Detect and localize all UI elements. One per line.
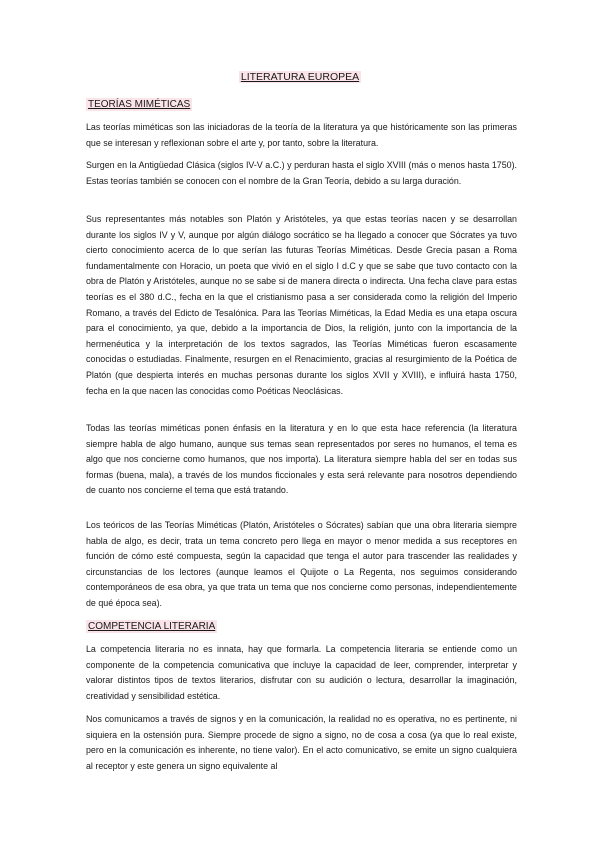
section-heading-teorias-mimeticas: TEORÍAS MIMÉTICAS xyxy=(88,99,191,110)
paragraph: Todas las teorías miméticas ponen énfasis en la literatura y en lo que esta hace referencia (la literatura siempre habla de algo humano, aunque sus temas sean representados por seres no humanos, el tema es algo que nos concierne como humanos, que nos importa). La literatura siempre habla del ser en todas sus formas (buena, mala), a través de los mundos ficcionales y esta será relevante para nosotros dependiendo de cuanto nos concierne el tema que está tratando. xyxy=(86,423,517,496)
paragraph: Surgen en la Antigüedad Clásica (siglos IV-V a.C.) y perduran hasta el siglo XVIII (más o menos hasta 1750). Estas teorías también se conocen con el nombre de la Gran Teoría, debido a su larga duración. xyxy=(86,160,517,186)
paragraph: La competencia literaria no es innata, hay que formarla. La competencia literaria se entiende como un componente de la competencia comunicativa que incluye la capacidad de leer, comprender, interpretar y valorar distintos tipos de textos literarios, disfrutar con su audición o lectura, desarrollar la imaginación, creatividad y sensibilidad estética. xyxy=(86,644,517,701)
paragraph: Nos comunicamos a través de signos y en la comunicación, la realidad no es operativa, no es pertinente, ni siquiera en la ostensión pura. Siempre procede de signo a signo, no de cosa a cosa (ya que lo real existe, pero en la comunicación es inherente, no tiene valor). En el acto comunicativo, se emite un signo cualquiera al receptor y este genera un signo equivalente al xyxy=(86,714,517,771)
paragraph: Sus representantes más notables son Platón y Aristóteles, ya que estas teorías nacen y se desarrollan durante los siglos IV y V, aunque por algún diálogo socrático se ha llegado a conocer que Sócrates ya tuvo cierto conocimiento acerca de lo que serían las futuras Teorías Miméticas. Desde Grecia pasan a Roma fundamentalmente con Horacio, un poeta que vivió en el siglo I d.C y que se sabe que tuvo contacto con la obra de Platón y Aristóteles, aunque no se sabe si de manera directa o indirecta. Una fecha clave para estas teorías es el 380 d.C., fecha en la que el cristianismo pasa a ser considerada como la religión del Imperio Romano, a través del Edicto de Tesalónica. Para las Teorías Miméticas, la Edad Media es una etapa oscura para el conocimiento, ya que, debido a la importancia de Dios, la religión, junto con la importancia de la hermenéutica y la interpretación de los textos sagrados, las Teorías Miméticas fueron escasamente conocidas o estudiadas. Finalmente, resurgen en el Renacimiento, gracias al resurgimiento de la Poética de Platón (que despierta interés en muchas personas durante los siglos XVII y XVIII), e influirá hasta 1750, fecha en la que nacen las conocidas como Poéticas Neoclásicas. xyxy=(86,214,517,396)
document-title xyxy=(0,71,600,84)
paragraph: Los teóricos de las Teorías Miméticas (Platón, Aristóteles o Sócrates) sabían que una obra literaria siempre habla de algo, es decir, trata un tema concreto pero llega en mayor o menor medida a sus receptores en función de cómo esté compuesta, según la capacidad que tenga el autor para trascender las realidades y circunstancias de los lectores (aunque leamos el Quijote o La Regenta, nos seguimos considerando contemporáneos de esa obra, ya que trata un tema que nos concierne como personas, independientemente de qué época sea). xyxy=(86,520,517,608)
paragraph: Las teorías miméticas son las iniciadoras de la teoría de la literatura ya que históricamente son las primeras que se interesan y reflexionan sobre el arte y, por tanto, sobre la literatura. xyxy=(86,122,517,148)
document-title-text: LITERATURA EUROPEA xyxy=(240,71,360,83)
section-heading-competencia-literaria: COMPETENCIA LITERARIA xyxy=(88,621,216,632)
